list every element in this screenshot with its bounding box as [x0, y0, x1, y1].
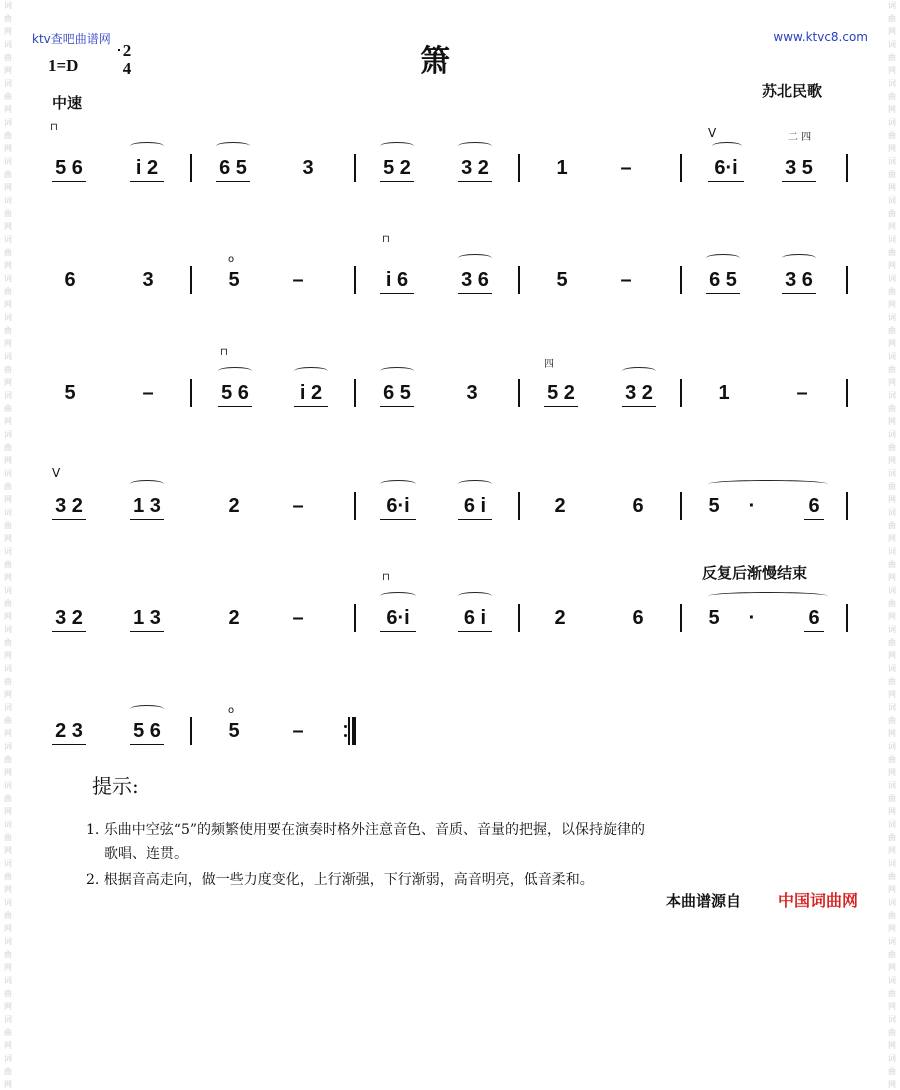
- note: 2: [228, 495, 240, 517]
- watermark-char: 曲: [888, 794, 896, 803]
- composer-credit: 苏北民歌: [762, 82, 823, 100]
- note-group: 5 6: [126, 711, 168, 751]
- note-group: 6 5: [376, 373, 418, 413]
- note: 5: [708, 607, 720, 629]
- watermark-char: 曲: [888, 1067, 896, 1076]
- note-group: 6·i: [376, 598, 420, 638]
- note-group: 3 6: [454, 260, 496, 300]
- score-line-3: [48, 347, 854, 413]
- watermark-char: 词: [888, 703, 896, 712]
- watermark-char: 曲: [888, 872, 896, 881]
- watermark-char: 网: [4, 456, 12, 465]
- breath-mark: V: [52, 466, 61, 480]
- right-watermark-strip: [884, 0, 900, 1089]
- up-bow-mark: ⊓: [50, 122, 58, 133]
- watermark-char: 曲: [888, 248, 896, 257]
- watermark-char: 曲: [4, 638, 12, 647]
- watermark-char: 词: [888, 742, 896, 751]
- source-site-link[interactable]: 中国词曲网: [778, 891, 859, 910]
- watermark-char: 词: [888, 547, 896, 556]
- watermark-char: 曲: [4, 404, 12, 413]
- watermark-char: 网: [4, 417, 12, 426]
- watermark-char: 词: [4, 703, 12, 712]
- bar-line: [518, 266, 520, 294]
- watermark-char: 网: [4, 963, 12, 972]
- watermark-char: 网: [4, 222, 12, 231]
- watermark-char: 词: [4, 898, 12, 907]
- watermark-char: 网: [888, 339, 896, 348]
- bar-line: [518, 604, 520, 632]
- watermark-char: 曲: [888, 989, 896, 998]
- watermark-char: 词: [4, 664, 12, 673]
- watermark-char: 网: [888, 729, 896, 738]
- time-signature: [118, 42, 136, 78]
- watermark-char: 网: [4, 729, 12, 738]
- watermark-char: 词: [4, 547, 12, 556]
- up-bow-mark: ⊓: [382, 572, 390, 583]
- watermark-char: 曲: [4, 950, 12, 959]
- watermark-char: 网: [888, 924, 896, 933]
- note-group: 3 2: [48, 486, 90, 526]
- note: 6: [64, 269, 76, 291]
- harmonic-mark: o: [228, 254, 235, 265]
- harmonic-mark: o: [228, 705, 235, 716]
- note-group: 6 i: [454, 598, 496, 638]
- watermark-char: 曲: [888, 209, 896, 218]
- up-bow-mark: ⊓: [382, 234, 390, 245]
- dash: –: [620, 157, 632, 179]
- watermark-char: 曲: [888, 716, 896, 725]
- watermark-char: 网: [888, 690, 896, 699]
- watermark-char: 网: [4, 27, 12, 36]
- bar-line: [354, 379, 356, 407]
- note: 2: [228, 607, 240, 629]
- watermark-char: 曲: [888, 833, 896, 842]
- watermark-char: 网: [888, 261, 896, 270]
- watermark-char: 词: [4, 1, 12, 10]
- watermark-char: 词: [4, 313, 12, 322]
- note: 5: [708, 495, 720, 517]
- dash: –: [292, 495, 304, 517]
- watermark-char: 曲: [888, 911, 896, 920]
- note: 1: [718, 382, 730, 404]
- watermark-char: 曲: [888, 170, 896, 179]
- dash: –: [292, 269, 304, 291]
- watermark-char: 曲: [4, 872, 12, 881]
- watermark-char: 词: [4, 1054, 12, 1063]
- watermark-char: 网: [888, 885, 896, 894]
- watermark-char: 网: [888, 417, 896, 426]
- note-group: 3 2: [454, 148, 496, 188]
- note: 2: [554, 607, 566, 629]
- watermark-char: 曲: [4, 794, 12, 803]
- watermark-char: 网: [4, 534, 12, 543]
- note-group: 6 i: [454, 486, 496, 526]
- note-group: 6 5: [212, 148, 254, 188]
- watermark-char: 词: [888, 976, 896, 985]
- bar-line: [190, 717, 192, 745]
- watermark-char: 网: [888, 495, 896, 504]
- watermark-char: 曲: [4, 560, 12, 569]
- watermark-char: 词: [4, 625, 12, 634]
- watermark-char: 词: [888, 157, 896, 166]
- watermark-char: 词: [888, 235, 896, 244]
- bar-line: [846, 604, 848, 632]
- watermark-char: 词: [4, 859, 12, 868]
- tip-item-1-continued: 歌唱、连贯。: [104, 846, 188, 862]
- watermark-char: 词: [888, 196, 896, 205]
- note-group: 6 5: [702, 260, 744, 300]
- watermark-char: 曲: [888, 404, 896, 413]
- watermark-char: 词: [888, 79, 896, 88]
- watermark-char: 词: [888, 352, 896, 361]
- watermark-char: 词: [4, 118, 12, 127]
- watermark-char: 曲: [4, 521, 12, 530]
- watermark-char: 网: [4, 1002, 12, 1011]
- note-group: i 6: [376, 260, 418, 300]
- note: 3: [466, 382, 478, 404]
- note: 5: [556, 269, 568, 291]
- watermark-char: 曲: [4, 209, 12, 218]
- score-line-1: [48, 122, 854, 188]
- watermark-char: 词: [888, 1, 896, 10]
- watermark-char: 曲: [4, 131, 12, 140]
- watermark-char: 词: [4, 274, 12, 283]
- watermark-char: 网: [888, 963, 896, 972]
- tip-item-1: 1. 乐曲中空弦“5”的频繁使用要在演奏时格外注意音色、音质、音量的把握，以保持旋律的: [86, 822, 646, 838]
- watermark-char: 曲: [4, 287, 12, 296]
- watermark-char: 词: [888, 313, 896, 322]
- watermark-char: 词: [888, 40, 896, 49]
- note-group: 5 6: [214, 373, 256, 413]
- watermark-char: 网: [888, 105, 896, 114]
- watermark-char: 网: [888, 144, 896, 153]
- watermark-site-right: www.ktvc8.com: [773, 30, 868, 44]
- watermark-char: 网: [4, 300, 12, 309]
- watermark-char: 曲: [888, 677, 896, 686]
- watermark-char: 词: [4, 430, 12, 439]
- watermark-char: 曲: [4, 248, 12, 257]
- bar-line: [190, 379, 192, 407]
- bar-line: [846, 379, 848, 407]
- watermark-char: 曲: [4, 1067, 12, 1076]
- watermark-char: 曲: [888, 326, 896, 335]
- tips-heading: 提示:: [92, 774, 139, 798]
- watermark-char: 曲: [888, 1028, 896, 1037]
- ending-instruction: 反复后渐慢结束: [702, 564, 808, 582]
- watermark-char: 网: [4, 612, 12, 621]
- watermark-char: 词: [4, 469, 12, 478]
- watermark-char: 词: [888, 469, 896, 478]
- watermark-char: 曲: [888, 92, 896, 101]
- note: 6: [800, 598, 828, 638]
- score-line-2: [48, 234, 854, 300]
- watermark-char: 曲: [4, 53, 12, 62]
- watermark-char: 网: [888, 27, 896, 36]
- note-group: 5 2: [376, 148, 418, 188]
- note: 6: [632, 495, 644, 517]
- watermark-char: 网: [888, 222, 896, 231]
- bar-line: [518, 154, 520, 182]
- watermark-site-left: ktv查吧曲谱网: [32, 32, 111, 46]
- watermark-char: 网: [4, 651, 12, 660]
- watermark-char: 词: [4, 742, 12, 751]
- watermark-char: 网: [888, 1002, 896, 1011]
- watermark-char: 网: [4, 885, 12, 894]
- watermark-char: 曲: [888, 755, 896, 764]
- watermark-char: 曲: [888, 365, 896, 374]
- time-signature-top: 2: [122, 41, 132, 60]
- bar-line: [680, 266, 682, 294]
- watermark-char: 网: [4, 261, 12, 270]
- watermark-char: 词: [4, 586, 12, 595]
- watermark-char: 词: [4, 820, 12, 829]
- watermark-char: 曲: [4, 911, 12, 920]
- watermark-char: 网: [888, 1041, 896, 1050]
- note-group: 6·i: [704, 148, 748, 188]
- left-watermark-strip: [0, 0, 16, 1089]
- dash: –: [292, 720, 304, 742]
- watermark-char: 词: [4, 976, 12, 985]
- watermark-char: 词: [888, 274, 896, 283]
- bar-line: [354, 604, 356, 632]
- watermark-char: 曲: [4, 677, 12, 686]
- watermark-char: 曲: [4, 1028, 12, 1037]
- note: 5: [64, 382, 76, 404]
- watermark-char: 网: [4, 846, 12, 855]
- watermark-char: 网: [888, 300, 896, 309]
- breath-mark: V: [708, 126, 717, 140]
- watermark-char: 词: [888, 820, 896, 829]
- note-group: 3 5: [778, 148, 820, 188]
- watermark-char: 曲: [4, 989, 12, 998]
- bar-line: [354, 154, 356, 182]
- note-group: 5 2: [540, 373, 582, 413]
- string-mark: 四: [544, 359, 554, 370]
- watermark-char: 曲: [4, 92, 12, 101]
- score-line-4: [48, 466, 854, 526]
- watermark-char: 词: [888, 508, 896, 517]
- watermark-char: 词: [888, 586, 896, 595]
- tempo-marking: 中速: [52, 94, 83, 112]
- watermark-char: 网: [888, 66, 896, 75]
- note: 3: [302, 157, 314, 179]
- bar-line: [680, 492, 682, 520]
- watermark-char: 网: [888, 1080, 896, 1089]
- watermark-char: 网: [4, 807, 12, 816]
- watermark-char: 网: [888, 456, 896, 465]
- watermark-char: 曲: [888, 482, 896, 491]
- bar-line: [680, 154, 682, 182]
- note: 1: [556, 157, 568, 179]
- watermark-char: 网: [4, 924, 12, 933]
- watermark-char: 网: [888, 378, 896, 387]
- time-signature-bottom: 4: [122, 59, 132, 78]
- watermark-char: 网: [4, 105, 12, 114]
- dot: ·: [748, 607, 756, 629]
- bar-line: [190, 154, 192, 182]
- note: 5: [228, 720, 240, 742]
- tip-item-2: 2. 根据音高走向，做一些力度变化，上行渐强，下行渐弱，高音明亮，低音柔和。: [86, 872, 594, 888]
- note: 5: [228, 269, 240, 291]
- watermark-char: 曲: [888, 131, 896, 140]
- note: 2: [554, 495, 566, 517]
- watermark-char: 词: [4, 79, 12, 88]
- watermark-char: 曲: [4, 14, 12, 23]
- watermark-char: 曲: [4, 755, 12, 764]
- note-group: i 2: [126, 148, 168, 188]
- note-group: 6·i: [376, 486, 420, 526]
- watermark-char: 网: [888, 807, 896, 816]
- watermark-char: 曲: [4, 170, 12, 179]
- watermark-char: 曲: [888, 14, 896, 23]
- note: 3: [142, 269, 154, 291]
- key-signature: 1=D: [48, 56, 79, 75]
- watermark-char: 网: [4, 1041, 12, 1050]
- watermark-char: 网: [4, 495, 12, 504]
- bar-line: [846, 492, 848, 520]
- watermark-char: 曲: [4, 365, 12, 374]
- note-group: 1 3: [126, 486, 168, 526]
- bar-line: [846, 154, 848, 182]
- watermark-char: 网: [888, 768, 896, 777]
- watermark-char: 词: [4, 391, 12, 400]
- watermark-char: 词: [888, 1015, 896, 1024]
- watermark-char: 曲: [888, 521, 896, 530]
- watermark-char: 词: [888, 859, 896, 868]
- score-title: 箫: [420, 44, 450, 79]
- bar-line: [354, 492, 356, 520]
- watermark-char: 网: [888, 183, 896, 192]
- dash: –: [620, 269, 632, 291]
- watermark-char: 词: [888, 898, 896, 907]
- watermark-char: 词: [4, 508, 12, 517]
- note: 6: [800, 486, 828, 526]
- note-group: 1 3: [126, 598, 168, 638]
- watermark-char: 曲: [888, 638, 896, 647]
- bar-line: [190, 266, 192, 294]
- watermark-char: 词: [888, 664, 896, 673]
- note-group: 5 6: [48, 148, 90, 188]
- dash: –: [796, 382, 808, 404]
- watermark-char: 词: [4, 196, 12, 205]
- dash: –: [142, 382, 154, 404]
- watermark-char: 曲: [888, 950, 896, 959]
- watermark-char: 词: [4, 235, 12, 244]
- watermark-char: 曲: [4, 599, 12, 608]
- watermark-char: 词: [4, 1015, 12, 1024]
- repeat-end-barline: [344, 717, 356, 745]
- watermark-char: 词: [4, 40, 12, 49]
- watermark-char: 曲: [888, 53, 896, 62]
- source-label: 本曲谱源自: [666, 892, 742, 910]
- score-line-6: [48, 705, 854, 751]
- watermark-char: 词: [888, 1054, 896, 1063]
- watermark-char: 曲: [4, 482, 12, 491]
- note-group: 2 3: [48, 711, 90, 751]
- watermark-char: 词: [4, 937, 12, 946]
- watermark-char: 网: [4, 144, 12, 153]
- watermark-char: 曲: [4, 326, 12, 335]
- watermark-char: 词: [888, 118, 896, 127]
- watermark-char: 网: [888, 534, 896, 543]
- watermark-char: 词: [888, 625, 896, 634]
- watermark-char: 词: [888, 781, 896, 790]
- watermark-char: 网: [4, 339, 12, 348]
- up-bow-mark: ⊓: [220, 347, 228, 358]
- watermark-char: 网: [4, 690, 12, 699]
- watermark-char: 曲: [4, 443, 12, 452]
- watermark-char: 网: [4, 66, 12, 75]
- watermark-char: 网: [4, 573, 12, 582]
- watermark-char: 网: [4, 378, 12, 387]
- watermark-char: 词: [4, 157, 12, 166]
- dash: –: [292, 607, 304, 629]
- note-group: 3 2: [618, 373, 660, 413]
- watermark-char: 曲: [888, 599, 896, 608]
- bar-line: [518, 379, 520, 407]
- string-mark: 二 四: [788, 132, 812, 143]
- watermark-char: 曲: [4, 833, 12, 842]
- bar-line: [680, 379, 682, 407]
- watermark-char: 网: [888, 651, 896, 660]
- watermark-char: 词: [888, 430, 896, 439]
- watermark-char: 曲: [888, 287, 896, 296]
- watermark-char: 词: [888, 937, 896, 946]
- bar-line: [518, 492, 520, 520]
- watermark-char: 网: [4, 183, 12, 192]
- note-group: 3 2: [48, 598, 90, 638]
- watermark-char: 网: [888, 573, 896, 582]
- watermark-char: 网: [888, 846, 896, 855]
- bar-line: [680, 604, 682, 632]
- dot: ·: [748, 495, 756, 517]
- watermark-char: 词: [4, 352, 12, 361]
- note-group: i 2: [290, 373, 332, 413]
- watermark-char: 网: [4, 1080, 12, 1089]
- watermark-char: 网: [4, 768, 12, 777]
- watermark-char: 曲: [888, 443, 896, 452]
- bar-line: [354, 266, 356, 294]
- watermark-char: 曲: [888, 560, 896, 569]
- watermark-char: 网: [888, 612, 896, 621]
- watermark-char: 词: [888, 391, 896, 400]
- watermark-char: 词: [4, 781, 12, 790]
- note-group: 3 6: [778, 260, 820, 300]
- bar-line: [846, 266, 848, 294]
- note: 6: [632, 607, 644, 629]
- watermark-char: 曲: [4, 716, 12, 725]
